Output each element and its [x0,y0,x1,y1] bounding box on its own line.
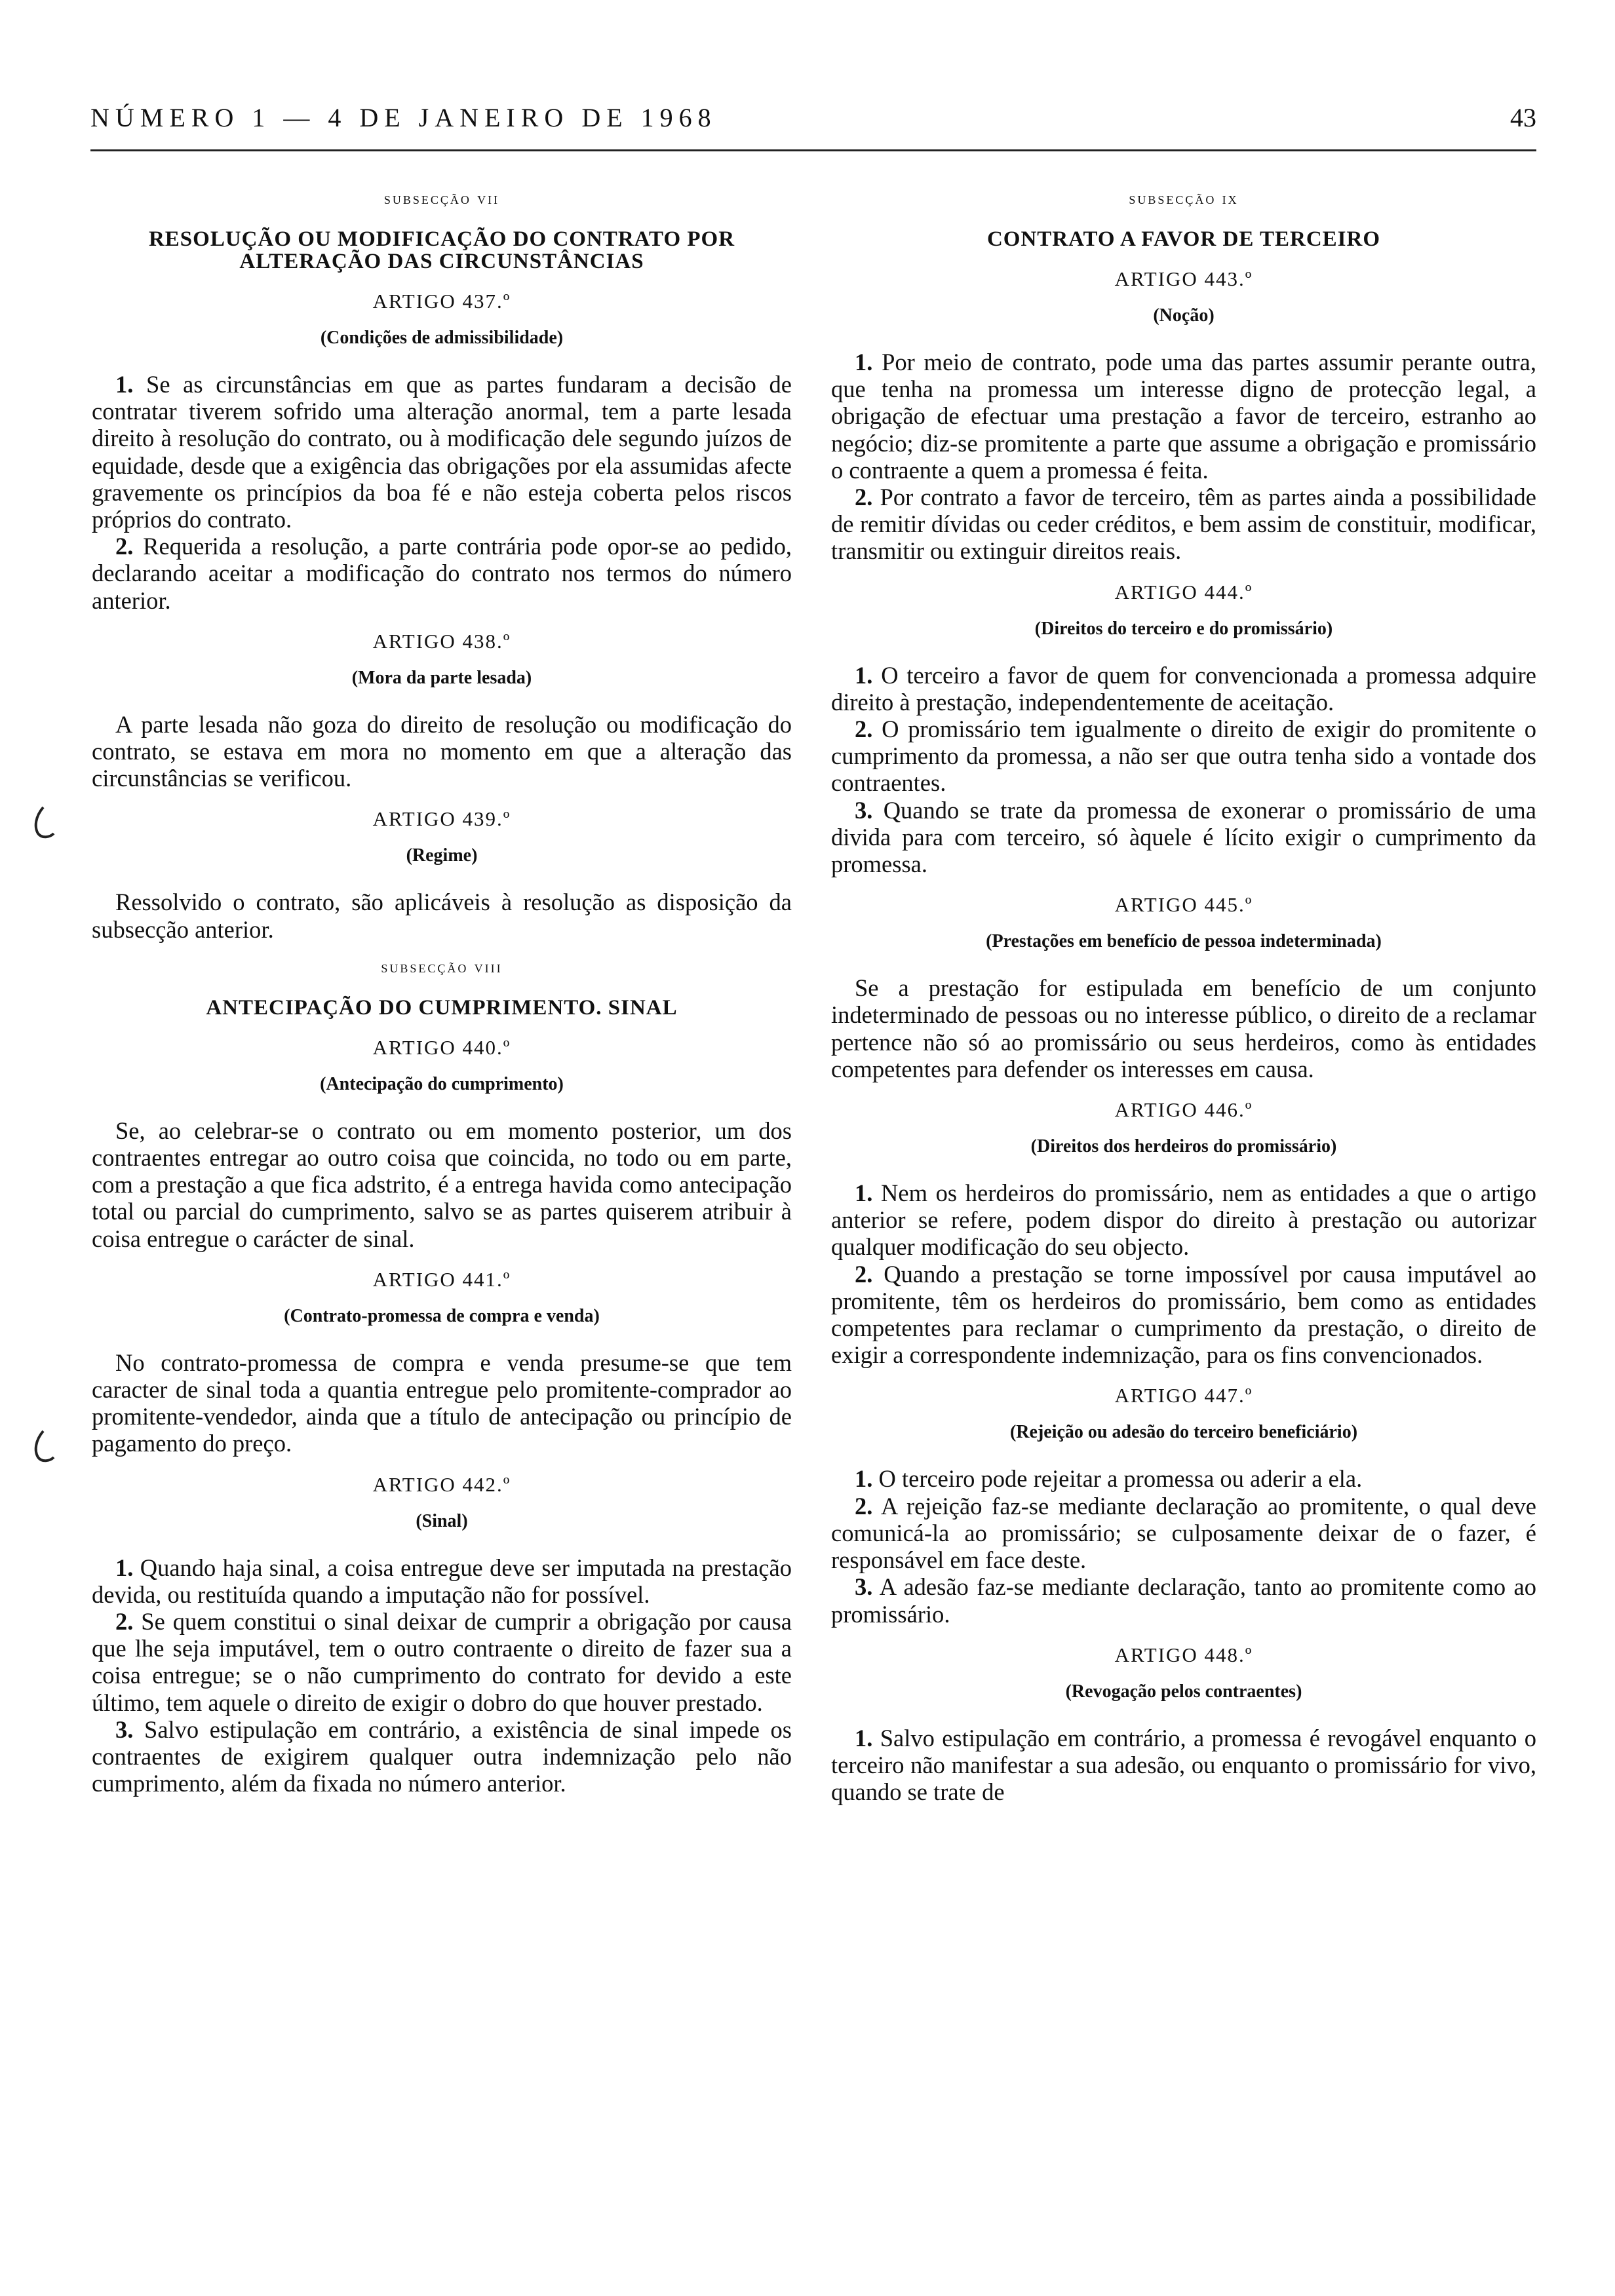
paragraph-number: 2. [115,1608,134,1636]
article-paragraph [92,371,792,533]
article-paragraph [831,1465,1536,1492]
paragraph-text: Ressolvido o contrato, são aplicáveis à resolução as disposição da subsecção anterior. [92,889,792,943]
subsection-title: ANTECIPAÇÃO DO CUMPRIMENTO. SINAL [206,995,678,1020]
article-paragraph [92,1608,792,1716]
subsection-title: CONTRATO A FAVOR DE TERCEIRO [986,227,1381,251]
journal-issue-title: NÚMERO 1 — 4 DE JANEIRO DE 1968 [90,103,717,132]
article-heading: (Regime) [406,845,478,866]
article-paragraph [92,533,792,614]
section-gap [92,943,792,959]
article-paragraph [831,662,1536,716]
article-heading: (Contrato-promessa de compra e venda) [284,1305,600,1326]
paragraph-text: No contrato-promessa de compra e venda presume-se que tem caracter de sinal toda a quantia entregue pelo promitente-comprador ao promitente-vendedor, ainda que a título de antecipação ou princípio de pagamento do preço. [92,1349,792,1457]
section-gap [831,565,1536,581]
section-gap [831,877,1536,893]
article-paragraph [831,1725,1536,1806]
paragraph-number: 2. [855,716,873,743]
paragraph-number: 3. [855,796,873,824]
paragraph-number: 1. [855,1724,873,1751]
page-header [90,97,1536,151]
article-heading: (Sinal) [416,1510,468,1531]
subsection-title: RESOLUÇÃO OU MODIFICAÇÃO DO CONTRATO POR ALTERAÇÃO DAS CIRCUNSTÂNCIAS [148,227,735,273]
paragraph-text: O promissário tem igualmente o direito de exigir do promitente o cumprimento da promessa, a não ser que outra tenha sido a vontade dos contraentes. [831,716,1536,797]
article-heading: (Noção) [1153,305,1215,326]
section-gap [92,1457,792,1473]
article-heading: (Antecipação do cumprimento) [320,1073,564,1094]
article-paragraph [831,797,1536,878]
article-number: ARTIGO 437.º [372,290,511,313]
left-column [92,190,792,1797]
paragraph-text: Se a prestação for estipulada em benefício de um conjunto indeterminado de pessoas ou no interesse público, o direito de a reclamar pertence não só ao promissário ou seus herdeiros, como às entidades competentes para defender os interesses em causa. [831,974,1536,1082]
page-number: 43 [1510,103,1536,132]
article-number: ARTIGO 446.º [1114,1098,1253,1122]
paragraph-text: Nem os herdeiros do promissário, nem as entidades a que o artigo anterior se refere, podem dispor do direito à prestação ou autorizar qualquer modificação do seu objecto. [831,1179,1536,1261]
section-gap [92,792,792,807]
section-gap [92,1252,792,1268]
article-heading: (Direitos dos herdeiros do promissário) [1030,1136,1337,1157]
paragraph-number: 1. [855,1179,873,1207]
article-heading: (Rejeição ou adesão do terceiro beneficiário) [1009,1422,1358,1443]
article-number: ARTIGO 448.º [1114,1643,1253,1666]
article-number: ARTIGO 439.º [372,807,511,831]
paragraph-number: 2. [855,1492,873,1520]
article-heading: (Prestações em benefício de pessoa indeterminada) [986,931,1382,952]
section-gap [831,1628,1536,1643]
article-paragraph [92,1554,792,1608]
paragraph-text: Quando se trate da promessa de exonerar o promissário de uma divida para com terceiro, só àquele é lícito exigir o cumprimento da promessa. [831,796,1536,878]
paragraph-text: Se, ao celebrar-se o contrato ou em momento posterior, um dos contraentes entregar ao outro coisa que coincida, no todo ou em parte, com a prestação a que fica adstrito, é a entrega havida como antecipação total ou parcial do cumprimento, salvo se as partes quiserem atribuir à coisa entregue o carácter de sinal. [92,1117,792,1252]
article-number: ARTIGO 447.º [1114,1384,1253,1407]
article-paragraph [831,716,1536,797]
section-gap [92,614,792,630]
article-number: ARTIGO 441.º [372,1267,511,1291]
article-paragraph [831,974,1536,1082]
article-number: ARTIGO 444.º [1114,580,1253,603]
article-number: ARTIGO 440.º [372,1035,511,1059]
article-paragraph [92,1349,792,1457]
paragraph-text: O terceiro a favor de quem for convencionada a promessa adquire direito à prestação, independentemente de aceitação. [831,661,1536,716]
paragraph-number: 1. [855,349,873,375]
paragraph-text: Se as circunstâncias em que as partes fundaram a decisão de contratar tiverem sofrido uma alteração anormal, tem a parte lesada direito à resolução do contrato, ou à modificação dele segundo juízos de equidade, desde que a exigência das obrigações por ela assumidas afecte gravemente os princípios da boa fé e não esteja coberta pelos riscos próprios do contrato. [92,371,792,533]
paragraph-text: Por meio de contrato, pode uma das partes assumir perante outra, que tenha na promessa um interesse digno de protecção legal, a obrigação de efectuar uma prestação a favor de terceiro, estranho ao negócio; diz-se promitente a parte que assume a obrigação e promissário o contraente a quem a promessa é feita. [831,349,1536,484]
margin-annotation-mark [29,1428,55,1468]
paragraph-number: 1. [115,1554,134,1581]
article-heading: (Direitos do terceiro e do promissário) [1034,618,1333,639]
article-paragraph [92,1117,792,1252]
article-number: ARTIGO 445.º [1114,893,1253,917]
section-gap [831,1368,1536,1384]
article-number: ARTIGO 442.º [372,1472,511,1496]
article-paragraph [831,1573,1536,1627]
article-paragraph [92,889,792,942]
paragraph-number: 1. [115,371,134,398]
paragraph-text: Se quem constitui o sinal deixar de cumprir a obrigação por causa que lhe seja imputável, tem o outro contraente o direito de fazer sua a coisa entregue; se o não cumprimento do contrato for devido a este último, tem aquele o direito de exigir o dobro do que houver prestado. [92,1608,792,1716]
paragraph-number: 3. [115,1715,134,1743]
subsection-label: subsecção vii [383,190,500,208]
article-number: ARTIGO 443.º [1114,267,1253,290]
paragraph-text: Quando haja sinal, a coisa entregue deve ser imputada na prestação devida, ou restituída quando a imputação não for possível. [92,1554,792,1608]
paragraph-number: 3. [855,1573,873,1601]
paragraph-text: A parte lesada não goza do direito de resolução ou modificação do contrato, se estava em mora no momento em que a alteração das circunstâncias se verificou. [92,710,792,792]
paragraph-number: 2. [855,1260,873,1288]
article-paragraph [831,484,1536,565]
article-number: ARTIGO 438.º [372,629,511,653]
paragraph-text: A rejeição faz-se mediante declaração ao promitente, o qual deve comunicá-la ao promissário; se culposamente deixar de o fazer, é responsável em face deste. [831,1492,1536,1574]
paragraph-text: A adesão faz-se mediante declaração, tanto ao promitente como ao promissário. [831,1573,1536,1628]
paragraph-number: 2. [115,533,134,560]
paragraph-number: 1. [855,1465,873,1493]
paragraph-text: O terceiro pode rejeitar a promessa ou aderir a ela. [872,1465,1363,1493]
paragraph-text: Quando a prestação se torne impossível por causa imputável ao promitente, têm os herdeiros do promissário, bem como as entidades competentes para reclamar o cumprimento da prestação, o direito de exigir a correspondente indemnização, para os fins convencionados. [831,1260,1536,1369]
paragraph-text: Por contrato a favor de terceiro, têm as partes ainda a possibilidade de remitir dívidas ou ceder créditos, e bem assim de constituir, modificar, transmitir ou extinguir direitos reais. [831,484,1536,565]
article-heading: (Mora da parte lesada) [351,667,532,688]
paragraph-number: 1. [855,661,873,689]
paragraph-text: Salvo estipulação em contrário, a existência de sinal impede os contraentes de exigirem qualquer outra indemnização pelo não cumprimento, além da fixada no número anterior. [92,1715,792,1797]
article-heading: (Revogação pelos contraentes) [1065,1681,1302,1702]
article-heading: (Condições de admissibilidade) [320,328,564,348]
subsection-label: subsecção ix [1129,190,1239,208]
paragraph-number: 2. [855,484,873,511]
article-paragraph [831,1179,1536,1261]
right-column [831,190,1536,1805]
article-paragraph [831,1261,1536,1369]
article-paragraph [831,349,1536,484]
paragraph-text: Salvo estipulação em contrário, a promessa é revogável enquanto o terceiro não manifestar a sua adesão, ou enquanto o promissário for vivo, quando se trate de [831,1724,1536,1806]
article-paragraph [92,1716,792,1797]
section-gap [831,1082,1536,1098]
margin-annotation-mark [29,805,55,844]
paragraph-text: Requerida a resolução, a parte contrária pode opor-se ao pedido, declarando aceitar a modificação do contrato nos termos do número anterior. [92,533,792,614]
article-paragraph [831,1493,1536,1574]
article-paragraph [92,711,792,792]
subsection-label: subsecção viii [381,958,503,976]
